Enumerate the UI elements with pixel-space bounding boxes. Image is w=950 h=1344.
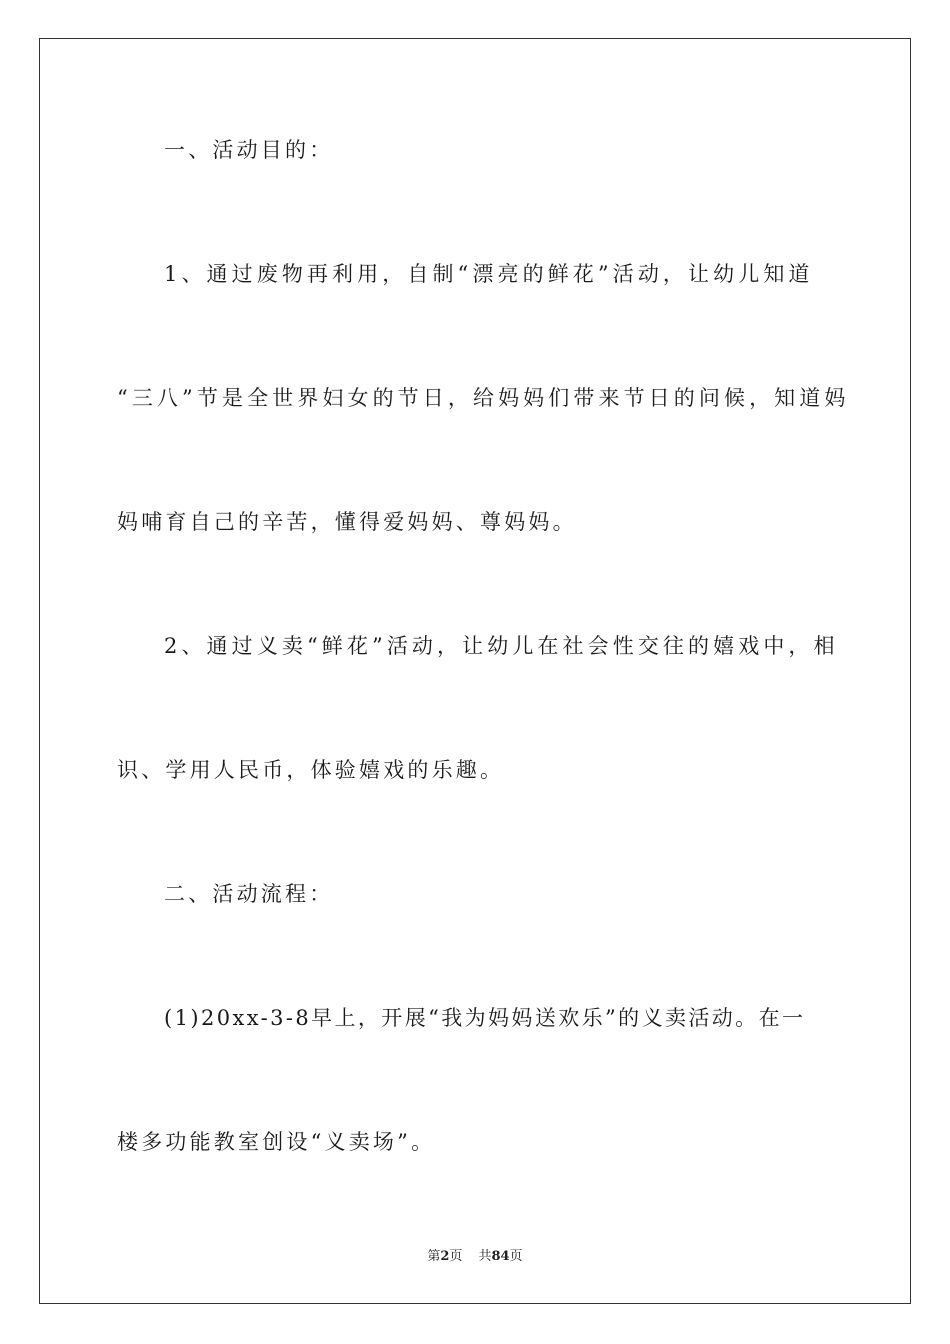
page-number: 2 <box>440 1249 450 1264</box>
page-footer <box>0 1248 950 1266</box>
total-prefix: 共 <box>478 1249 492 1264</box>
total-pages: 84 <box>491 1249 510 1264</box>
paragraph-line: 妈哺育自己的辛苦，懂得爱妈妈、尊妈妈。 <box>117 510 577 534</box>
page-border <box>39 38 911 1304</box>
section-heading-purpose: 一、活动目的： <box>164 138 334 162</box>
paragraph-line: 1、通过废物再利用，自制“漂亮的鲜花”活动，让幼儿知道 <box>164 262 814 286</box>
total-suffix: 页 <box>509 1249 523 1264</box>
paragraph-line: 2、通过义卖“鲜花”活动，让幼儿在社会性交往的嬉戏中，相 <box>164 634 839 658</box>
paragraph-line: (1)20xx-3-8早上，开展“我为妈妈送欢乐”的义卖活动。在一 <box>164 1006 806 1030</box>
page-prefix: 第 <box>427 1249 441 1264</box>
paragraph-line: 楼多功能教室创设“义卖场”。 <box>117 1130 436 1154</box>
paragraph-line: “三八”节是全世界妇女的节日，给妈妈们带来节日的问候，知道妈 <box>117 386 850 410</box>
section-heading-process: 二、活动流程： <box>164 882 334 906</box>
paragraph-line: 识、学用人民币，体验嬉戏的乐趣。 <box>117 758 505 782</box>
page-suffix: 页 <box>449 1249 463 1264</box>
